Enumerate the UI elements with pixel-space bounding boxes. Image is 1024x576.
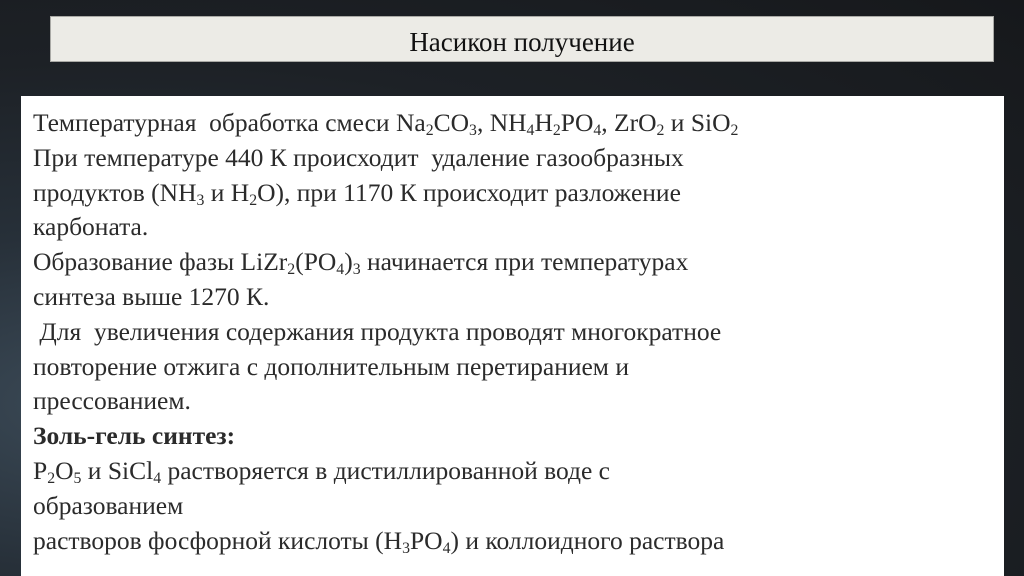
text-run: , NH <box>476 108 527 137</box>
text-run: продуктов (NH <box>33 177 197 207</box>
body-line <box>33 210 994 245</box>
text-run: Золь-гель синтез: <box>33 421 236 451</box>
subscript: 3 <box>196 191 205 209</box>
text-run: При температуре 440 К происходит удаление газообразных <box>33 142 684 172</box>
body-line <box>33 454 994 489</box>
slide-title: Насикон получение <box>409 26 635 57</box>
subscript: 4 <box>153 469 162 487</box>
subscript: 3 <box>402 539 410 557</box>
content-panel <box>21 96 1004 576</box>
text-run: и SiO <box>664 108 731 137</box>
text-run: Для увеличения содержания продукта проводят многократное <box>33 316 722 346</box>
body-text <box>33 106 994 558</box>
subscript: 3 <box>352 261 361 279</box>
body-line <box>33 141 994 176</box>
title-bar <box>50 16 994 62</box>
text-run: PO <box>560 108 594 137</box>
body-line <box>33 384 994 419</box>
subscript: 4 <box>442 539 451 557</box>
text-run: карбоната. <box>33 212 149 242</box>
text-run: ) <box>344 247 353 277</box>
subscript: 4 <box>593 121 602 139</box>
text-run: (PO <box>295 247 337 277</box>
text-run: и H <box>204 177 250 207</box>
text-run: растворов фосфорной кислоты (H <box>33 525 403 555</box>
text-run: образованием <box>33 490 184 520</box>
subscript: 5 <box>73 469 82 487</box>
body-line <box>33 524 994 559</box>
text-run: прессованием. <box>33 386 191 416</box>
subscript: 4 <box>526 121 535 139</box>
text-run: PO <box>410 525 443 555</box>
body-line <box>33 489 994 524</box>
body-line <box>33 245 994 280</box>
text-run: O <box>55 455 74 485</box>
subscript: 2 <box>656 121 665 139</box>
text-run: ) и коллоидного раствора <box>450 525 725 555</box>
text-run: O), при 1170 К происходит разложение <box>257 177 681 207</box>
body-line <box>33 350 994 385</box>
text-run: , ZrO <box>601 108 657 137</box>
text-run: Температурная обработка смеси Na <box>33 108 426 137</box>
text-run: Образование фазы LiZr <box>33 247 288 277</box>
text-run: растворяется в дистиллированной воде с <box>161 455 610 485</box>
subscript: 2 <box>425 121 434 139</box>
subscript: 4 <box>336 261 345 279</box>
text-run: CO <box>433 108 470 137</box>
text-run: и SiCl <box>81 455 154 485</box>
text-run: начинается при температурах <box>360 247 689 277</box>
body-line <box>33 176 994 211</box>
body-line <box>33 419 994 454</box>
body-line <box>33 315 994 350</box>
subscript: 2 <box>287 261 296 279</box>
subscript: 2 <box>552 121 561 139</box>
subscript: 2 <box>249 191 258 209</box>
subscript: 3 <box>469 121 477 139</box>
body-line <box>33 280 994 315</box>
text-run: P <box>33 455 48 485</box>
text-run: синтеза выше 1270 К. <box>33 281 270 311</box>
subscript: 2 <box>730 121 739 139</box>
subscript: 2 <box>47 469 56 487</box>
text-run: повторение отжига с дополнительным перетиранием и <box>33 351 629 381</box>
text-run: H <box>534 108 553 137</box>
body-line <box>33 106 994 141</box>
